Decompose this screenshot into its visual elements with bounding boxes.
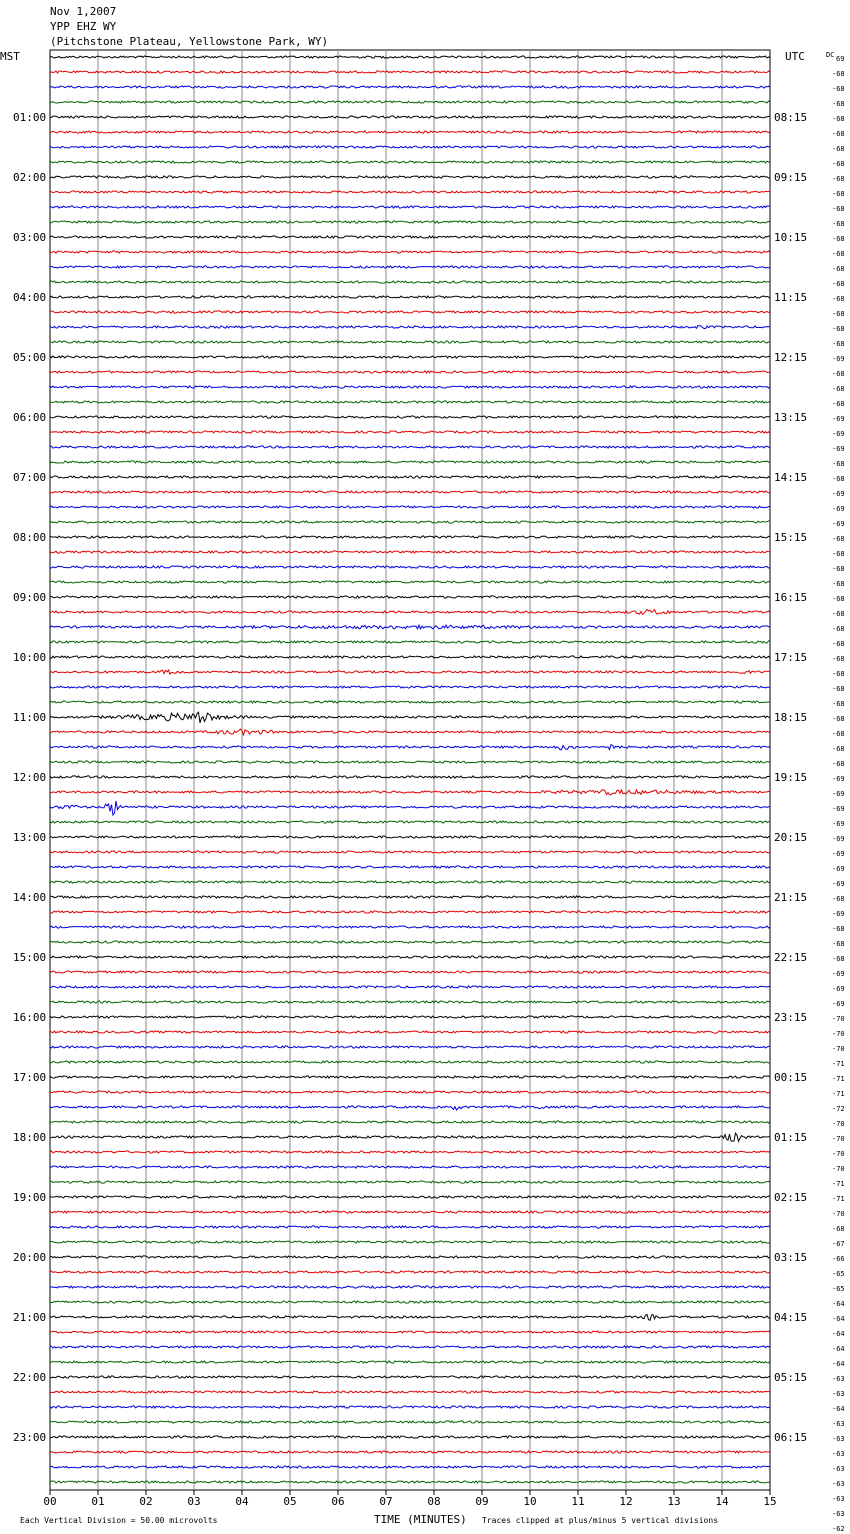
trace-line bbox=[50, 581, 770, 583]
trace-line bbox=[50, 86, 770, 88]
utc-hour-label: 11:15 bbox=[774, 291, 808, 304]
trace-line bbox=[50, 176, 770, 178]
dc-value: -68 bbox=[832, 280, 845, 288]
dc-value: -64 bbox=[832, 1360, 845, 1368]
trace-line bbox=[50, 851, 770, 853]
dc-value: -68 bbox=[832, 115, 845, 123]
dc-value: -68 bbox=[832, 235, 845, 243]
dc-value: -68 bbox=[832, 595, 845, 603]
utc-hour-label: 20:15 bbox=[774, 831, 808, 844]
dc-value: -69 bbox=[832, 1000, 845, 1008]
mst-hour-label: 23:00 bbox=[13, 1431, 47, 1444]
trace-line bbox=[50, 1061, 770, 1063]
trace-line bbox=[50, 625, 770, 629]
plot-date: Nov 1,2007 bbox=[50, 5, 117, 18]
trace-line bbox=[50, 836, 770, 838]
dc-value: -63 bbox=[832, 1510, 845, 1518]
dc-value: -68 bbox=[832, 205, 845, 213]
mst-hour-label: 01:00 bbox=[13, 111, 47, 124]
dc-value: -64 bbox=[832, 1300, 845, 1308]
trace-line bbox=[50, 161, 770, 163]
dc-value: -64 bbox=[832, 1330, 845, 1338]
dc-value: -64 bbox=[832, 1345, 845, 1353]
dc-value: -68 bbox=[832, 610, 845, 618]
dc-value: -68 bbox=[832, 400, 845, 408]
x-tick-label: 06 bbox=[331, 1495, 345, 1508]
mst-hour-label: 16:00 bbox=[13, 1011, 47, 1024]
mst-hour-label: 14:00 bbox=[13, 891, 47, 904]
utc-hour-label: 23:15 bbox=[774, 1011, 808, 1024]
station-location: (Pitchstone Plateau, Yellowstone Park, WY) bbox=[50, 35, 329, 48]
trace-line bbox=[50, 101, 770, 103]
trace-line bbox=[50, 356, 770, 358]
dc-value: -63 bbox=[832, 1375, 845, 1383]
dc-value: -71 bbox=[832, 1195, 845, 1203]
trace-line bbox=[50, 1391, 770, 1393]
trace-line bbox=[50, 896, 770, 898]
trace-line bbox=[50, 1481, 770, 1483]
utc-hour-label: 12:15 bbox=[774, 351, 808, 364]
dc-value: -69 bbox=[832, 805, 845, 813]
trace-line bbox=[50, 341, 770, 343]
trace-line bbox=[50, 712, 770, 723]
dc-value: -65 bbox=[832, 1285, 845, 1293]
dc-value: -68 bbox=[832, 85, 845, 93]
trace-line bbox=[50, 956, 770, 958]
dc-value: -68 bbox=[832, 475, 845, 483]
utc-hour-label: 14:15 bbox=[774, 471, 808, 484]
dc-value: -70 bbox=[832, 1030, 845, 1038]
dc-value: -69 bbox=[832, 850, 845, 858]
dc-value: -68 bbox=[832, 955, 845, 963]
trace-line bbox=[50, 911, 770, 913]
dc-value: -72 bbox=[832, 1105, 845, 1113]
trace-line bbox=[50, 1286, 770, 1288]
dc-value: -68 bbox=[832, 550, 845, 558]
x-tick-label: 14 bbox=[715, 1495, 729, 1508]
dc-value: -68 bbox=[832, 250, 845, 258]
dc-value: -65 bbox=[832, 1270, 845, 1278]
dc-value: -69 bbox=[832, 880, 845, 888]
dc-value: -68 bbox=[832, 295, 845, 303]
utc-hour-label: 16:15 bbox=[774, 591, 808, 604]
trace-line bbox=[50, 296, 770, 298]
trace-line bbox=[50, 71, 770, 73]
utc-hour-label: 22:15 bbox=[774, 951, 808, 964]
dc-value: -71 bbox=[832, 1180, 845, 1188]
utc-hour-label: 15:15 bbox=[774, 531, 808, 544]
trace-line bbox=[50, 1196, 770, 1198]
dc-value: -67 bbox=[832, 1240, 845, 1248]
dc-value: -63 bbox=[832, 1465, 845, 1473]
dc-value: -68 bbox=[832, 1225, 845, 1233]
x-tick-label: 00 bbox=[43, 1495, 57, 1508]
trace-line bbox=[50, 1211, 770, 1213]
dc-value: -63 bbox=[832, 1450, 845, 1458]
trace-line bbox=[50, 926, 770, 928]
utc-hour-label: 04:15 bbox=[774, 1311, 808, 1324]
dc-value: -68 bbox=[832, 640, 845, 648]
trace-line bbox=[50, 221, 770, 223]
trace-line bbox=[50, 1046, 770, 1048]
trace-line bbox=[50, 729, 770, 735]
dc-value: -68 bbox=[832, 715, 845, 723]
dc-value: -69 bbox=[832, 865, 845, 873]
dc-value: -63 bbox=[832, 1435, 845, 1443]
trace-line bbox=[50, 776, 770, 778]
trace-line bbox=[50, 1256, 770, 1258]
trace-line bbox=[50, 596, 770, 598]
trace-line bbox=[50, 866, 770, 868]
trace-line bbox=[50, 1091, 770, 1093]
trace-line bbox=[50, 701, 770, 703]
utc-hour-label: 13:15 bbox=[774, 411, 808, 424]
utc-hour-label: 17:15 bbox=[774, 651, 808, 664]
trace-line bbox=[50, 1106, 770, 1110]
dc-value: -68 bbox=[832, 655, 845, 663]
trace-line bbox=[50, 1121, 770, 1123]
mst-hour-label: 05:00 bbox=[13, 351, 47, 364]
trace-line bbox=[50, 986, 770, 988]
x-tick-label: 01 bbox=[91, 1495, 105, 1508]
trace-line bbox=[50, 745, 770, 750]
trace-line bbox=[50, 801, 770, 815]
dc-value: -68 bbox=[832, 925, 845, 933]
dc-value: -68 bbox=[832, 580, 845, 588]
trace-line bbox=[50, 326, 770, 329]
dc-value: -69 bbox=[832, 820, 845, 828]
trace-line bbox=[50, 416, 770, 418]
dc-value: -68 bbox=[832, 340, 845, 348]
utc-hour-label: 03:15 bbox=[774, 1251, 808, 1264]
trace-line bbox=[50, 491, 770, 493]
trace-line bbox=[50, 371, 770, 373]
mst-hour-label: 21:00 bbox=[13, 1311, 47, 1324]
trace-line bbox=[50, 1271, 770, 1273]
x-tick-label: 09 bbox=[475, 1495, 489, 1508]
trace-line bbox=[50, 670, 770, 674]
station-code: YPP EHZ WY bbox=[50, 20, 117, 33]
dc-value: -69 bbox=[832, 505, 845, 513]
x-tick-label: 07 bbox=[379, 1495, 393, 1508]
trace-line bbox=[50, 761, 770, 763]
dc-value: -63 bbox=[832, 1480, 845, 1488]
dc-value: -69 bbox=[832, 415, 845, 423]
trace-line bbox=[50, 686, 770, 688]
utc-hour-label: 02:15 bbox=[774, 1191, 808, 1204]
mst-hour-label: 19:00 bbox=[13, 1191, 47, 1204]
dc-value: -68 bbox=[832, 670, 845, 678]
trace-line bbox=[50, 431, 770, 433]
trace-line bbox=[50, 446, 770, 448]
dc-value: -70 bbox=[832, 1045, 845, 1053]
trace-line bbox=[50, 506, 770, 508]
dc-value: -68 bbox=[832, 325, 845, 333]
dc-value: -63 bbox=[832, 1420, 845, 1428]
dc-value: -68 bbox=[832, 370, 845, 378]
utc-hour-label: 05:15 bbox=[774, 1371, 808, 1384]
dc-value: -69 bbox=[832, 910, 845, 918]
dc-value: -68 bbox=[832, 760, 845, 768]
dc-value: -68 bbox=[832, 385, 845, 393]
dc-value: -70 bbox=[832, 1120, 845, 1128]
trace-line bbox=[50, 566, 770, 568]
dc-value: -69 bbox=[832, 430, 845, 438]
dc-label: DC bbox=[826, 51, 835, 59]
dc-value: -68 bbox=[832, 145, 845, 153]
dc-value: -68 bbox=[832, 625, 845, 633]
trace-line bbox=[50, 146, 770, 148]
trace-line bbox=[50, 236, 770, 238]
utc-hour-label: 08:15 bbox=[774, 111, 808, 124]
trace-line bbox=[50, 266, 770, 268]
trace-line bbox=[50, 656, 770, 658]
trace-line bbox=[50, 116, 770, 118]
x-tick-label: 15 bbox=[763, 1495, 777, 1508]
trace-line bbox=[50, 1346, 770, 1348]
dc-value: -68 bbox=[832, 535, 845, 543]
dc-value: 69 bbox=[836, 55, 845, 63]
mst-hour-label: 12:00 bbox=[13, 771, 47, 784]
x-tick-label: 13 bbox=[667, 1495, 681, 1508]
mst-hour-label: 17:00 bbox=[13, 1071, 47, 1084]
x-tick-label: 02 bbox=[139, 1495, 153, 1508]
mst-hour-label: 03:00 bbox=[13, 231, 47, 244]
mst-hour-label: 08:00 bbox=[13, 531, 47, 544]
x-tick-label: 08 bbox=[427, 1495, 441, 1508]
mst-hour-label: 10:00 bbox=[13, 651, 47, 664]
mst-hour-label: 22:00 bbox=[13, 1371, 47, 1384]
trace-line bbox=[50, 1315, 770, 1321]
dc-value: -69 bbox=[832, 985, 845, 993]
dc-value: -70 bbox=[832, 1135, 845, 1143]
dc-value: -70 bbox=[832, 1165, 845, 1173]
dc-value: -70 bbox=[832, 1015, 845, 1023]
trace-line bbox=[50, 790, 770, 795]
dc-value: -68 bbox=[832, 190, 845, 198]
utc-hour-label: 19:15 bbox=[774, 771, 808, 784]
dc-value: -68 bbox=[832, 310, 845, 318]
trace-line bbox=[50, 56, 770, 58]
trace-line bbox=[50, 191, 770, 193]
x-tick-label: 11 bbox=[571, 1495, 585, 1508]
dc-value: -64 bbox=[832, 1405, 845, 1413]
trace-line bbox=[50, 281, 770, 283]
utc-hour-label: 06:15 bbox=[774, 1431, 808, 1444]
trace-line bbox=[50, 971, 770, 973]
trace-line bbox=[50, 1226, 770, 1228]
dc-value: -68 bbox=[832, 700, 845, 708]
mst-axis-label: MST bbox=[0, 50, 20, 63]
dc-value: -68 bbox=[832, 895, 845, 903]
utc-hour-label: 09:15 bbox=[774, 171, 808, 184]
trace-line bbox=[50, 206, 770, 208]
trace-line bbox=[50, 1436, 770, 1438]
trace-line bbox=[50, 1016, 770, 1018]
mst-hour-label: 07:00 bbox=[13, 471, 47, 484]
dc-value: -62 bbox=[832, 1525, 845, 1533]
trace-line bbox=[50, 821, 770, 823]
trace-line bbox=[50, 1001, 770, 1003]
trace-line bbox=[50, 610, 770, 615]
dc-value: -68 bbox=[832, 70, 845, 78]
trace-line bbox=[50, 311, 770, 313]
trace-line bbox=[50, 1181, 770, 1183]
x-tick-label: 12 bbox=[619, 1495, 633, 1508]
trace-line bbox=[50, 401, 770, 403]
dc-value: -68 bbox=[832, 130, 845, 138]
utc-hour-label: 18:15 bbox=[774, 711, 808, 724]
trace-line bbox=[50, 386, 770, 388]
dc-value: -63 bbox=[832, 1495, 845, 1503]
trace-line bbox=[50, 1451, 770, 1453]
dc-value: -71 bbox=[832, 1090, 845, 1098]
trace-line bbox=[50, 521, 770, 523]
dc-value: -68 bbox=[832, 685, 845, 693]
dc-value: -68 bbox=[832, 265, 845, 273]
trace-line bbox=[50, 1376, 770, 1378]
utc-hour-label: 10:15 bbox=[774, 231, 808, 244]
dc-value: -64 bbox=[832, 1315, 845, 1323]
trace-line bbox=[50, 1133, 770, 1141]
x-tick-label: 03 bbox=[187, 1495, 201, 1508]
trace-line bbox=[50, 881, 770, 883]
trace-line bbox=[50, 641, 770, 643]
trace-line bbox=[50, 1151, 770, 1153]
dc-value: -71 bbox=[832, 1075, 845, 1083]
dc-value: -68 bbox=[832, 220, 845, 228]
mst-hour-label: 15:00 bbox=[13, 951, 47, 964]
trace-line bbox=[50, 1076, 770, 1078]
dc-value: -68 bbox=[832, 460, 845, 468]
dc-value: -69 bbox=[832, 790, 845, 798]
dc-value: -69 bbox=[832, 355, 845, 363]
utc-axis-label: UTC bbox=[785, 50, 805, 63]
utc-hour-label: 21:15 bbox=[774, 891, 808, 904]
utc-hour-label: 01:15 bbox=[774, 1131, 808, 1144]
trace-line bbox=[50, 551, 770, 553]
trace-line bbox=[50, 536, 770, 538]
trace-line bbox=[50, 1466, 770, 1468]
dc-value: -70 bbox=[832, 1210, 845, 1218]
dc-value: -68 bbox=[832, 565, 845, 573]
mst-hour-label: 06:00 bbox=[13, 411, 47, 424]
trace-line bbox=[50, 461, 770, 463]
x-tick-label: 04 bbox=[235, 1495, 249, 1508]
dc-value: -69 bbox=[832, 490, 845, 498]
trace-line bbox=[50, 1361, 770, 1363]
mst-hour-label: 18:00 bbox=[13, 1131, 47, 1144]
dc-value: -71 bbox=[832, 1060, 845, 1068]
dc-value: -63 bbox=[832, 1390, 845, 1398]
trace-line bbox=[50, 1241, 770, 1243]
dc-value: -69 bbox=[832, 775, 845, 783]
mst-hour-label: 11:00 bbox=[13, 711, 47, 724]
trace-line bbox=[50, 1031, 770, 1033]
trace-line bbox=[50, 1301, 770, 1303]
x-axis-title: TIME (MINUTES) bbox=[374, 1513, 467, 1526]
dc-value: -69 bbox=[832, 445, 845, 453]
dc-value: -69 bbox=[832, 835, 845, 843]
dc-value: -68 bbox=[832, 730, 845, 738]
trace-line bbox=[50, 1331, 770, 1333]
trace-line bbox=[50, 251, 770, 253]
dc-value: -69 bbox=[832, 520, 845, 528]
dc-value: -68 bbox=[832, 745, 845, 753]
dc-value: -68 bbox=[832, 940, 845, 948]
dc-value: -66 bbox=[832, 1255, 845, 1263]
dc-value: -68 bbox=[832, 175, 845, 183]
dc-value: -69 bbox=[832, 970, 845, 978]
dc-value: -68 bbox=[832, 100, 845, 108]
trace-line bbox=[50, 1421, 770, 1423]
mst-hour-label: 02:00 bbox=[13, 171, 47, 184]
trace-line bbox=[50, 476, 770, 478]
scale-note: Each Vertical Division = 50.00 microvolts bbox=[20, 1516, 218, 1525]
mst-hour-label: 09:00 bbox=[13, 591, 47, 604]
clip-note: Traces clipped at plus/minus 5 vertical divisions bbox=[482, 1516, 719, 1525]
utc-hour-label: 00:15 bbox=[774, 1071, 808, 1084]
trace-line bbox=[50, 1166, 770, 1168]
dc-value: -68 bbox=[832, 160, 845, 168]
trace-line bbox=[50, 131, 770, 133]
x-tick-label: 05 bbox=[283, 1495, 297, 1508]
x-tick-label: 10 bbox=[523, 1495, 537, 1508]
mst-hour-label: 04:00 bbox=[13, 291, 47, 304]
trace-line bbox=[50, 941, 770, 943]
mst-hour-label: 20:00 bbox=[13, 1251, 47, 1264]
trace-line bbox=[50, 1406, 770, 1408]
mst-hour-label: 13:00 bbox=[13, 831, 47, 844]
dc-value: -70 bbox=[832, 1150, 845, 1158]
